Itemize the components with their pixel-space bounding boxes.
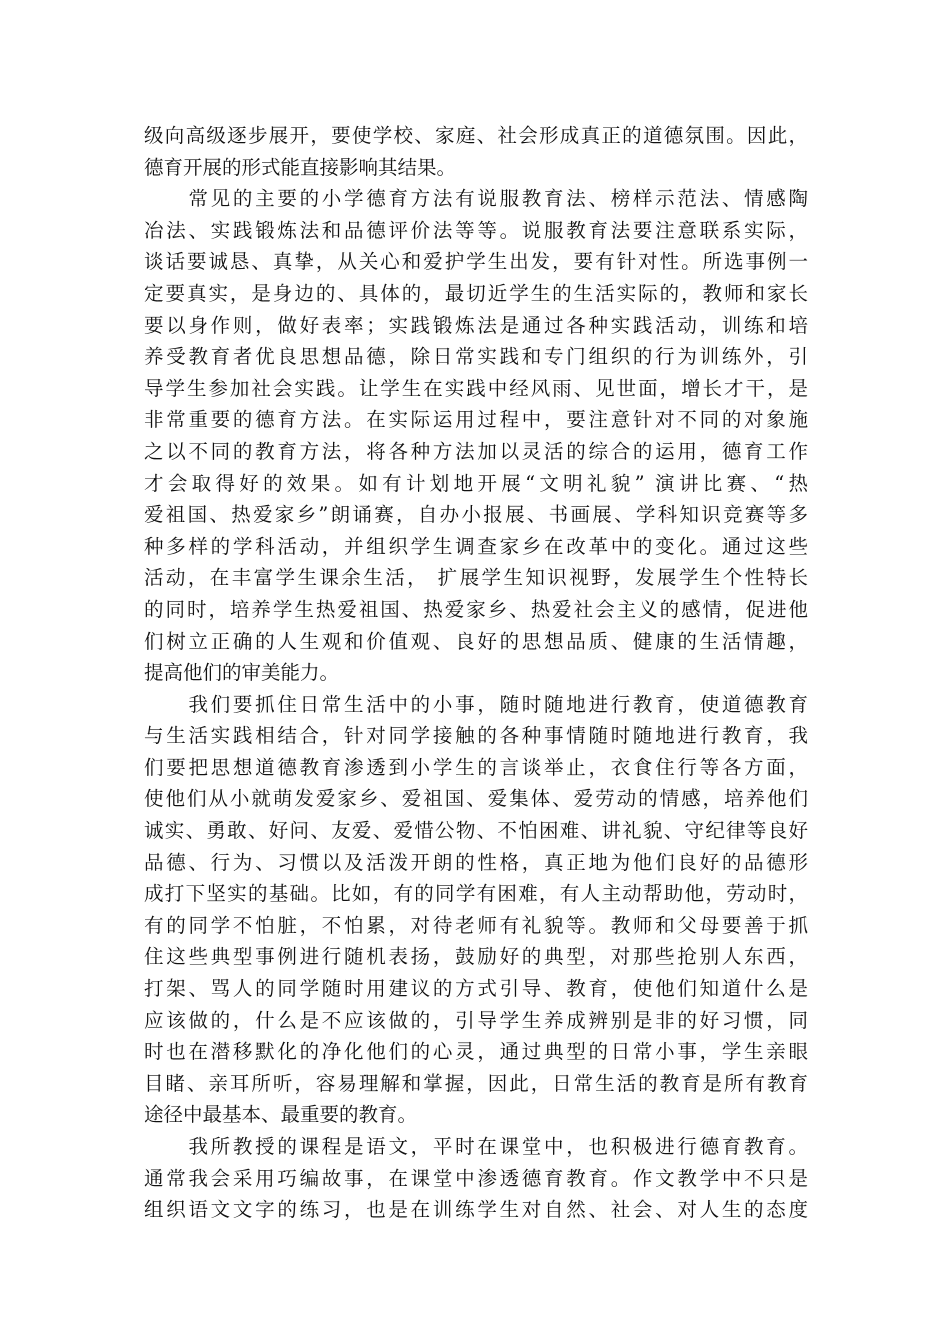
text-line: 常见的主要的小学德育方法有说服教育法、榜样示范法、情感陶 bbox=[144, 187, 808, 211]
text-line: 冶法、实践锻炼法和品德评价法等等。说服教育法要注意联系实际， bbox=[144, 218, 808, 242]
text-line: 途径中最基本、最重要的教育。 bbox=[144, 1103, 418, 1127]
text-line: 时也在潜移默化的净化他们的心灵，通过典型的日常小事，学生亲眼 bbox=[144, 1040, 808, 1064]
text-line: 应该做的，什么是不应该做的，引导学生养成辨别是非的好习惯，同 bbox=[144, 1008, 808, 1032]
text-line: 非常重要的德育方法。在实际运用过程中，要注意针对不同的对象施 bbox=[144, 408, 808, 432]
text-line: 爱祖国、热爱家乡”朗诵赛，自办小报展、书画展、学科知识竞赛等多 bbox=[144, 503, 808, 527]
text-line: 我所教授的课程是语文，平时在课堂中，也积极进行德育教育。 bbox=[144, 1135, 808, 1158]
text-line: 的同时，培养学生热爱祖国、热爱家乡、热爱社会主义的感情，促进他 bbox=[144, 597, 808, 621]
text-line: 使他们从小就萌发爱家乡、爱祖国、爱集体、爱劳动的情感，培养他们 bbox=[144, 787, 808, 811]
text-line: 通常我会采用巧编故事，在课堂中渗透德育教育。作文教学中不只是 bbox=[144, 1166, 808, 1190]
text-line: 目睹、亲耳所听，容易理解和掌握，因此，日常生活的教育是所有教育 bbox=[144, 1071, 808, 1095]
text-line: 品德、行为、习惯以及活泼开朗的性格，真正地为他们良好的品德形 bbox=[144, 850, 808, 874]
text-line: 与生活实践相结合，针对同学接触的各种事情随时随地进行教育，我 bbox=[144, 724, 808, 748]
text-line: 有的同学不怕脏，不怕累，对待老师有礼貌等。教师和父母要善于抓 bbox=[144, 913, 808, 937]
text-line: 之以不同的教育方法，将各种方法加以灵活的综合的运用，德育工作 bbox=[144, 439, 808, 463]
text-line: 活动，在丰富学生课余生活， 扩展学生知识视野，发展学生个性特长 bbox=[144, 566, 808, 590]
text-line: 们树立正确的人生观和价值观、良好的思想品质、健康的生活情趣， bbox=[144, 629, 808, 653]
text-line: 定要真实，是身边的、具体的，最切近学生的生活实际的，教师和家长 bbox=[144, 281, 808, 305]
text-line: 住这些典型事例进行随机表扬，鼓励好的典型，对那些抢别人东西， bbox=[144, 945, 808, 969]
text-line: 种多样的学科活动，并组织学生调查家乡在改革中的变化。通过这些 bbox=[144, 534, 808, 558]
text-line: 我们要抓住日常生活中的小事，随时随地进行教育，使道德教育 bbox=[144, 692, 808, 716]
text-line: 提高他们的审美能力。 bbox=[144, 661, 340, 685]
text-line: 级向高级逐步展开，要使学校、家庭、社会形成真正的道德氛围。因此， bbox=[144, 124, 808, 147]
document-page bbox=[144, 120, 808, 1226]
text-line: 成打下坚实的基础。比如，有的同学有困难，有人主动帮助他，劳动时， bbox=[144, 882, 808, 906]
text-line: 打架、骂人的同学随时用建议的方式引导、教育，使他们知道什么是 bbox=[144, 977, 808, 1001]
text-line: 德育开展的形式能直接影响其结果。 bbox=[144, 155, 457, 179]
text-line: 养受教育者优良思想品德，除日常实践和专门组织的行为训练外，引 bbox=[144, 345, 808, 369]
text-line: 要以身作则，做好表率；实践锻炼法是通过各种实践活动，训练和培 bbox=[144, 313, 808, 337]
text-line: 才会取得好的效果。如有计划地开展“文明礼貌” 演讲比赛、“热 bbox=[144, 471, 808, 495]
text-line: 诚实、勇敢、好问、友爱、爱惜公物、不怕困难、讲礼貌、守纪律等良好 bbox=[144, 819, 808, 843]
text-line: 组织语文文字的练习，也是在训练学生对自然、社会、对人生的态度 bbox=[144, 1198, 808, 1222]
text-line: 谈话要诚恳、真挚，从关心和爱护学生出发，要有针对性。所选事例一 bbox=[144, 250, 808, 274]
text-line: 们要把思想道德教育渗透到小学生的言谈举止，衣食住行等各方面， bbox=[144, 755, 808, 779]
text-line: 导学生参加社会实践。让学生在实践中经风雨、见世面，增长才干，是 bbox=[144, 376, 808, 400]
